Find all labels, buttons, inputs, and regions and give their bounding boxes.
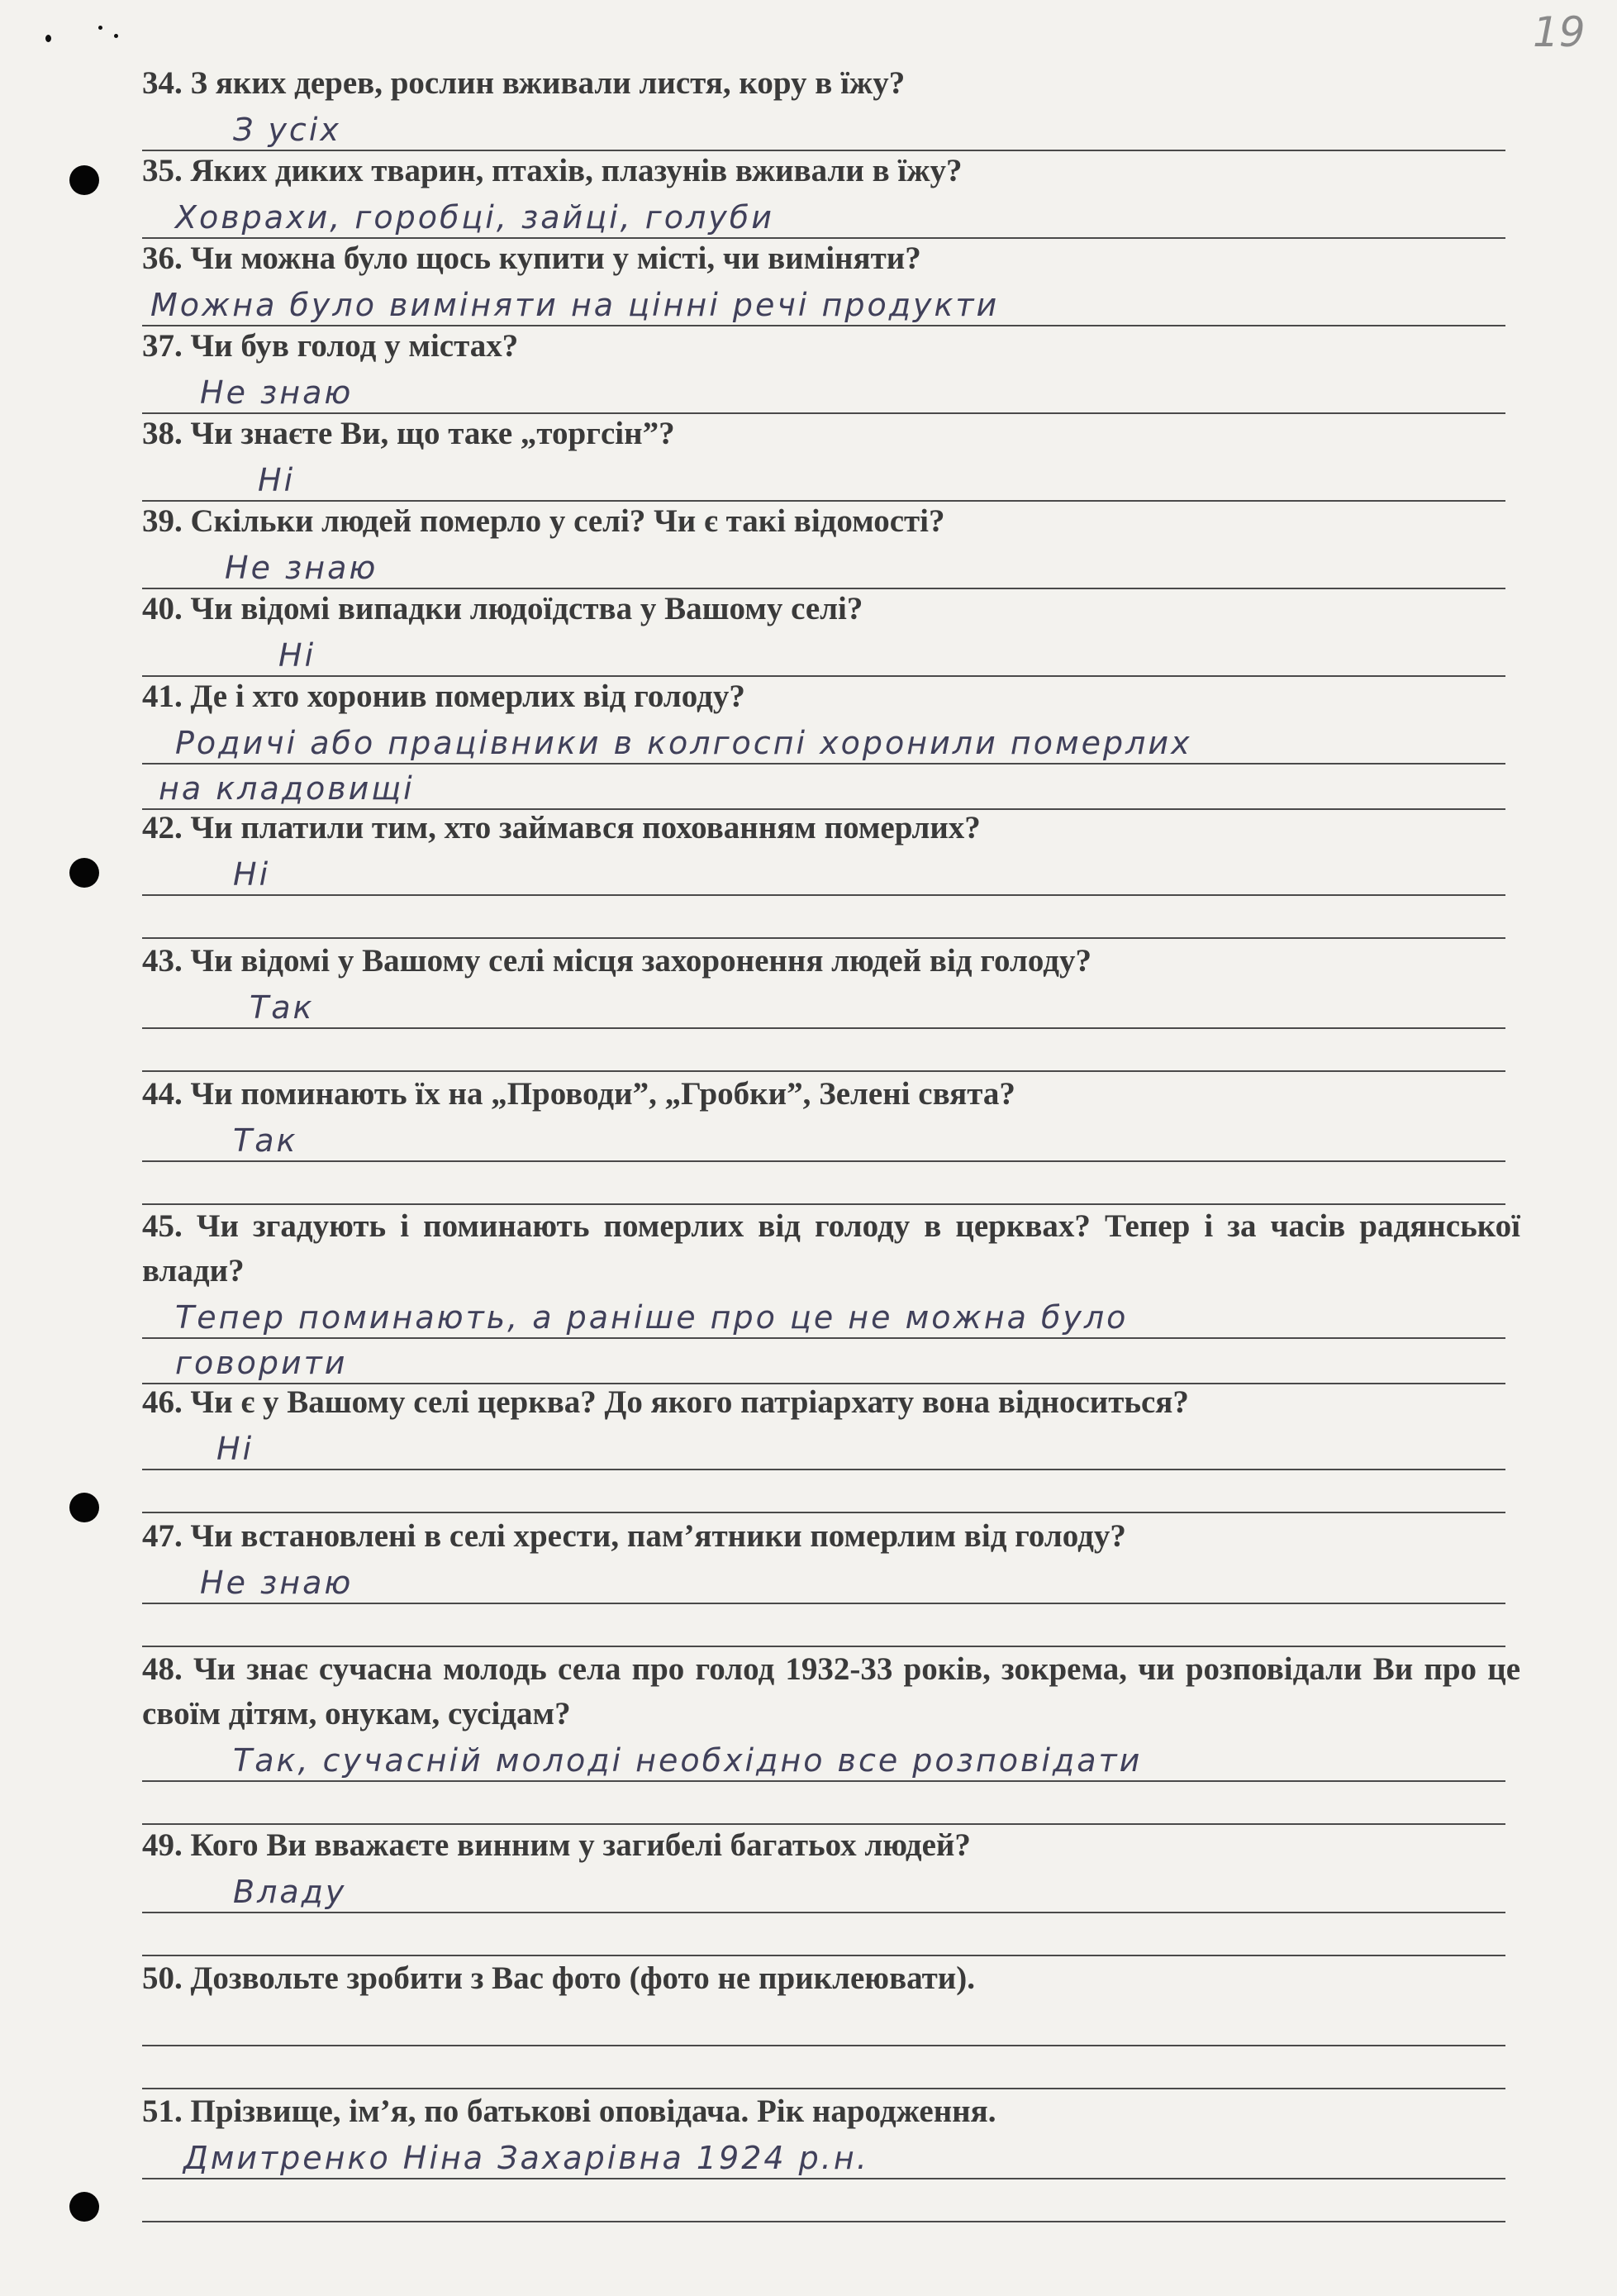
handwritten-answer: на кладовищі — [159, 770, 415, 807]
answer-line — [142, 1868, 1505, 1913]
question-text: 41. Де і хто хоронив померлих від голоду? — [142, 679, 745, 714]
question-text: 46. Чи є у Вашому селі церква? До якого патріархату вона відноситься? — [142, 1384, 1189, 1420]
answer-line — [142, 1162, 1505, 1205]
answer-line — [142, 1470, 1505, 1513]
answer-line — [142, 765, 1505, 810]
answer-line — [142, 1425, 1505, 1470]
question-text: 40. Чи відомі випадки людоїдства у Вашому селі? — [142, 591, 863, 626]
handwritten-answer: Дмитренко Ніна Захарівна 1924 р.н. — [183, 2140, 869, 2176]
question-text: 43. Чи відомі у Вашому селі місця захоронення людей від голоду? — [142, 943, 1091, 979]
handwritten-answer: Так — [233, 1122, 298, 1159]
answer-line — [142, 2179, 1505, 2222]
answer-line — [142, 369, 1505, 414]
answer-line — [142, 2134, 1505, 2179]
handwritten-answer: Не знаю — [200, 1565, 354, 1601]
handwritten-answer: Ховрахи, горобці, зайці, голуби — [175, 199, 774, 236]
question-text: 38. Чи знаєте Ви, що таке „торгсін”? — [142, 416, 675, 451]
handwritten-answer: Родичі або працівники в колгоспі хоронили померлих — [175, 725, 1192, 761]
punch-hole — [69, 1493, 99, 1522]
answer-line — [142, 719, 1505, 765]
handwritten-answer: Владу — [233, 1874, 347, 1910]
question-text: 49. Кого Ви вважаєте винним у загибелі багатьох людей? — [142, 1827, 971, 1863]
page-number: 19 — [1533, 8, 1586, 56]
answer-line — [142, 1293, 1505, 1339]
question-text: 44. Чи поминають їх на „Проводи”, „Гробки”, Зелені свята? — [142, 1076, 1015, 1112]
answer-line — [142, 106, 1505, 151]
question-text: 39. Скільки людей померло у селі? Чи є такі відомості? — [142, 503, 945, 539]
question-block — [142, 412, 1520, 502]
question-block — [142, 806, 1520, 939]
scan-speck — [114, 34, 118, 38]
question-text: 45. Чи згадують і поминають померлих від голоду в церквах? Тепер і за часів радянської влади? — [142, 1208, 1521, 1289]
question-text: 37. Чи був голод у містах? — [142, 328, 519, 364]
question-text: 36. Чи можна було щось купити у місті, чи виміняти? — [142, 241, 921, 276]
answer-line — [142, 1736, 1505, 1782]
answer-line — [142, 1117, 1505, 1162]
handwritten-answer: Не знаю — [200, 374, 354, 411]
question-block — [142, 324, 1520, 414]
scan-speck — [45, 35, 51, 42]
answer-line — [142, 281, 1505, 326]
answer-line — [142, 1559, 1505, 1604]
answer-line — [142, 1913, 1505, 1956]
answer-line — [142, 544, 1505, 589]
answer-line — [142, 896, 1505, 939]
question-block — [142, 939, 1520, 1072]
question-block — [142, 1647, 1520, 1825]
handwritten-answer: Тепер поминають, а раніше про це не можна було — [175, 1299, 1129, 1336]
question-block — [142, 1072, 1520, 1205]
answer-line — [142, 1339, 1505, 1384]
question-text: 35. Яких диких тварин, птахів, плазунів вживали в їжу? — [142, 153, 963, 188]
question-block — [142, 2089, 1520, 2222]
answer-line — [142, 1604, 1505, 1647]
handwritten-answer: Так — [250, 989, 315, 1026]
question-text: 34. З яких дерев, рослин вживали листя, кору в їжу? — [142, 65, 906, 101]
punch-hole — [69, 858, 99, 888]
punch-hole — [69, 2192, 99, 2222]
question-block — [142, 587, 1520, 677]
question-block — [142, 674, 1520, 810]
handwritten-answer: Можна було виміняти на цінні речі продукти — [150, 287, 1000, 323]
answer-line — [142, 984, 1505, 1029]
question-block — [142, 1380, 1520, 1513]
question-text: 42. Чи платили тим, хто займався похованням померлих? — [142, 810, 981, 846]
answer-line — [142, 2001, 1505, 2046]
answer-line — [142, 193, 1505, 239]
answer-line — [142, 631, 1505, 677]
question-text: 50. Дозвольте зробити з Вас фото (фото не приклеювати). — [142, 1960, 975, 1996]
question-block — [142, 1956, 1520, 2089]
answer-line — [142, 850, 1505, 896]
punch-hole — [69, 165, 99, 195]
question-text: 51. Прізвище, ім’я, по батькові оповідача. Рік народження. — [142, 2094, 996, 2129]
handwritten-answer: Ні — [258, 462, 296, 498]
scan-speck — [98, 26, 102, 30]
handwritten-answer: Не знаю — [225, 550, 378, 586]
answer-line — [142, 2046, 1505, 2089]
answer-line — [142, 1782, 1505, 1825]
answer-line — [142, 1029, 1505, 1072]
handwritten-answer: Ні — [233, 856, 271, 893]
question-block — [142, 61, 1520, 151]
question-block — [142, 149, 1520, 239]
question-text: 47. Чи встановлені в селі хрести, пам’ятники померлим від голоду? — [142, 1518, 1126, 1554]
question-block — [142, 1204, 1520, 1384]
question-block — [142, 1823, 1520, 1956]
handwritten-answer: Так, сучасній молоді необхідно все розповідати — [233, 1742, 1143, 1779]
question-text: 48. Чи знає сучасна молодь села про голод 1932-33 років, зокрема, чи розповідали Ви про це своїм дітям, онукам, сусідам? — [142, 1651, 1521, 1732]
question-block — [142, 236, 1520, 326]
question-block — [142, 1514, 1520, 1647]
handwritten-answer: Ні — [216, 1431, 254, 1467]
question-block — [142, 499, 1520, 589]
handwritten-answer: говорити — [175, 1345, 348, 1381]
answer-line — [142, 456, 1505, 502]
handwritten-answer: З усіх — [233, 112, 341, 148]
handwritten-answer: Ні — [278, 637, 316, 674]
